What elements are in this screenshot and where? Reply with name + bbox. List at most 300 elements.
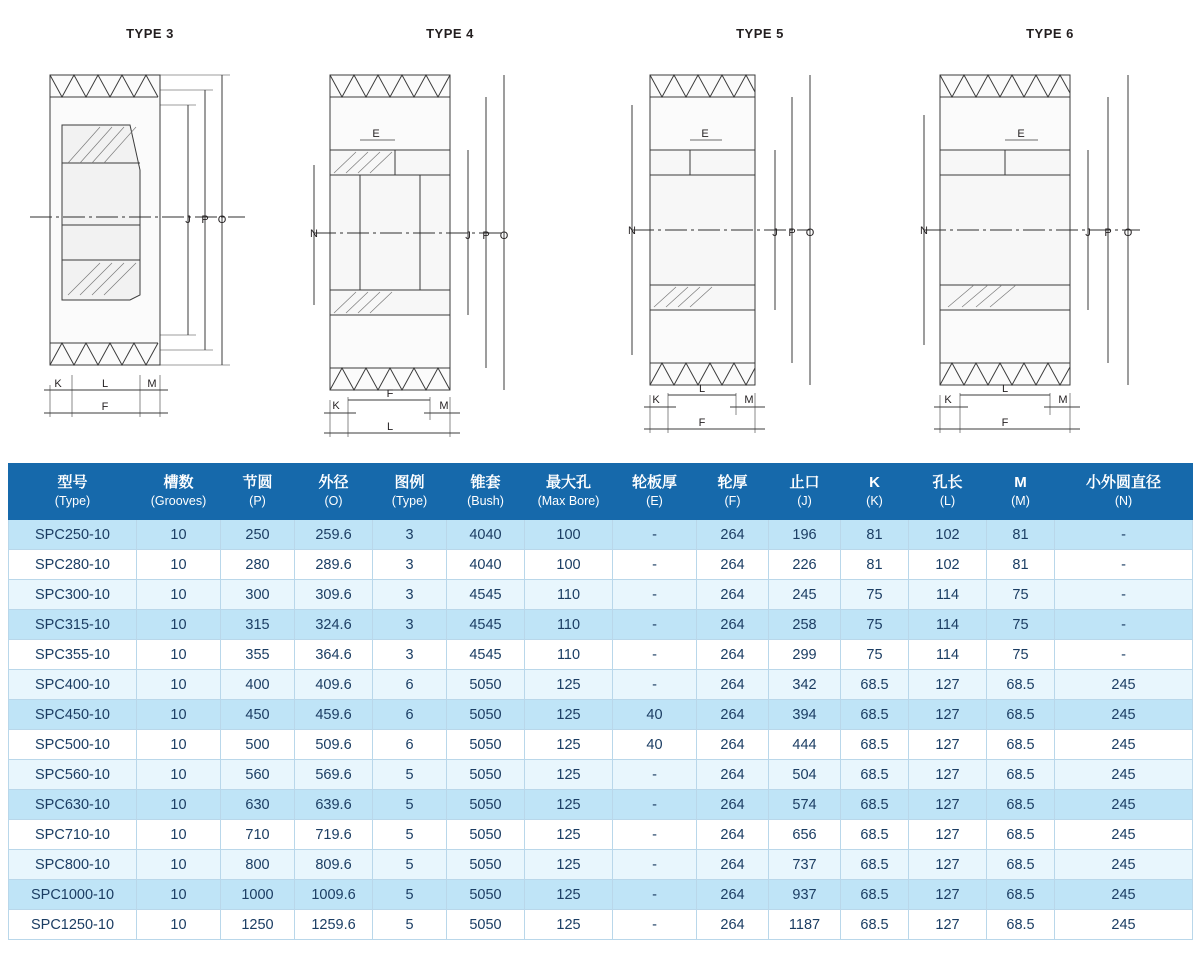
cell-value: 264 <box>697 610 769 640</box>
dimension-label-N: N <box>628 225 636 237</box>
cell-model: SPC355-10 <box>9 640 137 670</box>
column-header-label-cn: 锥套 <box>470 473 501 491</box>
cell-value: 264 <box>697 790 769 820</box>
cell-value: 5 <box>373 910 447 940</box>
cell-value: 68.5 <box>841 670 909 700</box>
cell-model: SPC400-10 <box>9 670 137 700</box>
cell-value: 800 <box>221 850 295 880</box>
cell-value: - <box>613 550 697 580</box>
cell-value: - <box>613 880 697 910</box>
cell-value: 342 <box>769 670 841 700</box>
dimension-label-O: O <box>499 230 509 242</box>
cell-value: 355 <box>221 640 295 670</box>
cell-value: 10 <box>137 640 221 670</box>
cell-value: 264 <box>697 910 769 940</box>
cell-value: - <box>613 640 697 670</box>
cell-value: 3 <box>373 550 447 580</box>
cell-value: 245 <box>1055 790 1193 820</box>
column-header-label-en: (N) <box>1114 494 1133 509</box>
table-row <box>9 760 1193 790</box>
cell-value: 127 <box>909 760 987 790</box>
cell-value: 5 <box>373 880 447 910</box>
column-header-label-cn: 外径 <box>318 473 349 491</box>
cell-value: 125 <box>525 760 613 790</box>
cell-value: 1250 <box>221 910 295 940</box>
cell-value: 100 <box>525 550 613 580</box>
cell-value: 10 <box>137 580 221 610</box>
cell-value: 68.5 <box>987 760 1055 790</box>
cell-value: 5 <box>373 790 447 820</box>
cell-value: 68.5 <box>841 790 909 820</box>
cell-value: 245 <box>1055 910 1193 940</box>
column-header-label-en: (O) <box>324 494 343 509</box>
cell-value: 75 <box>987 640 1055 670</box>
cell-value: 245 <box>1055 850 1193 880</box>
cell-value: 264 <box>697 760 769 790</box>
cell-value: 68.5 <box>987 790 1055 820</box>
dimension-label-O: O <box>805 227 815 239</box>
cell-value: 68.5 <box>841 880 909 910</box>
cell-value: 1259.6 <box>295 910 373 940</box>
cell-value: 127 <box>909 820 987 850</box>
cell-value: - <box>1055 520 1193 550</box>
column-header-10 <box>841 464 909 520</box>
dimension-label-E: E <box>1017 128 1025 140</box>
cell-value: 10 <box>137 760 221 790</box>
cell-value: - <box>1055 580 1193 610</box>
cell-value: 10 <box>137 610 221 640</box>
cell-value: 68.5 <box>987 850 1055 880</box>
cell-value: 75 <box>841 610 909 640</box>
column-header-label-cn: 小外圆直径 <box>1085 473 1161 491</box>
column-header-label-en: (Bush) <box>467 494 504 509</box>
column-header-11 <box>909 464 987 520</box>
diagram-type-4 <box>300 0 600 450</box>
dimension-label-P: P <box>482 230 490 242</box>
cell-value: 10 <box>137 550 221 580</box>
cell-value: 5050 <box>447 790 525 820</box>
column-header-12 <box>987 464 1055 520</box>
dimension-label-L: L <box>1001 383 1009 395</box>
spec-table-body <box>9 520 1193 940</box>
table-row <box>9 520 1193 550</box>
column-header-label-cn: M <box>1014 473 1027 491</box>
cell-value: 264 <box>697 550 769 580</box>
cell-value: - <box>613 580 697 610</box>
cell-model: SPC300-10 <box>9 580 137 610</box>
table-row <box>9 820 1193 850</box>
dimension-label-P: P <box>201 214 209 226</box>
cell-value: 81 <box>987 520 1055 550</box>
cell-model: SPC280-10 <box>9 550 137 580</box>
cell-value: 264 <box>697 700 769 730</box>
cell-value: 1000 <box>221 880 295 910</box>
cell-value: 196 <box>769 520 841 550</box>
cell-value: 400 <box>221 670 295 700</box>
cell-value: 110 <box>525 580 613 610</box>
column-header-label-cn: 图例 <box>394 473 425 491</box>
dimension-label-M: M <box>147 378 157 390</box>
column-header-label-cn: 轮板厚 <box>631 473 677 491</box>
cell-value: 4040 <box>447 520 525 550</box>
cell-value: 5050 <box>447 880 525 910</box>
dimension-label-N: N <box>310 228 318 240</box>
diagram-title: TYPE 4 <box>426 26 474 41</box>
cell-value: 10 <box>137 880 221 910</box>
cell-value: 110 <box>525 610 613 640</box>
table-row <box>9 700 1193 730</box>
cell-value: 102 <box>909 550 987 580</box>
cell-value: 5050 <box>447 670 525 700</box>
spec-table-head <box>9 464 1193 520</box>
table-row <box>9 610 1193 640</box>
column-header-5 <box>447 464 525 520</box>
cell-value: 5 <box>373 850 447 880</box>
dimension-label-F: F <box>1001 417 1009 429</box>
cell-value: 258 <box>769 610 841 640</box>
cell-model: SPC250-10 <box>9 520 137 550</box>
cell-value: 114 <box>909 610 987 640</box>
cell-value: 3 <box>373 580 447 610</box>
pulley-drawing-type-3 <box>0 45 300 445</box>
column-header-label-en: (P) <box>249 494 266 509</box>
cell-value: 68.5 <box>841 910 909 940</box>
cell-value: 245 <box>1055 880 1193 910</box>
dimension-label-J: J <box>185 214 191 226</box>
pulley-drawing-type-4 <box>300 45 600 445</box>
dimension-label-E: E <box>372 128 380 140</box>
cell-value: 1187 <box>769 910 841 940</box>
cell-value: 81 <box>841 520 909 550</box>
dimension-label-J: J <box>772 227 778 239</box>
table-row <box>9 910 1193 940</box>
cell-value: - <box>613 760 697 790</box>
column-header-label-en: (M) <box>1011 494 1030 509</box>
cell-value: 127 <box>909 730 987 760</box>
cell-value: 75 <box>841 580 909 610</box>
cell-value: 289.6 <box>295 550 373 580</box>
dimension-label-J: J <box>465 230 471 242</box>
cell-model: SPC1000-10 <box>9 880 137 910</box>
column-header-2 <box>221 464 295 520</box>
cell-value: 315 <box>221 610 295 640</box>
dimension-label-K: K <box>332 400 340 412</box>
cell-value: 245 <box>1055 670 1193 700</box>
column-header-label-cn: 最大孔 <box>545 473 591 491</box>
dimension-label-O: O <box>217 214 227 226</box>
column-header-1 <box>137 464 221 520</box>
cell-value: 264 <box>697 580 769 610</box>
cell-value: 264 <box>697 670 769 700</box>
cell-value: 5050 <box>447 760 525 790</box>
cell-value: 737 <box>769 850 841 880</box>
cell-value: 68.5 <box>841 820 909 850</box>
cell-value: 68.5 <box>841 760 909 790</box>
dimension-label-K: K <box>652 394 660 406</box>
cell-value: 125 <box>525 910 613 940</box>
cell-value: 309.6 <box>295 580 373 610</box>
cell-value: 299 <box>769 640 841 670</box>
diagram-type-3 <box>0 0 300 450</box>
cell-model: SPC450-10 <box>9 700 137 730</box>
cell-model: SPC630-10 <box>9 790 137 820</box>
diagram-type-6 <box>900 0 1200 450</box>
cell-value: - <box>1055 550 1193 580</box>
dimension-label-N: N <box>920 225 928 237</box>
cell-value: - <box>613 790 697 820</box>
dimension-label-L: L <box>698 383 706 395</box>
cell-value: 5050 <box>447 910 525 940</box>
cell-value: 10 <box>137 730 221 760</box>
cell-value: 264 <box>697 730 769 760</box>
cell-value: 81 <box>841 550 909 580</box>
dimension-label-M: M <box>439 400 449 412</box>
cell-value: 630 <box>221 790 295 820</box>
dimension-label-E: E <box>701 128 709 140</box>
column-header-label-cn: 孔长 <box>932 473 963 491</box>
cell-value: 127 <box>909 790 987 820</box>
cell-value: 4040 <box>447 550 525 580</box>
cell-value: 280 <box>221 550 295 580</box>
cell-value: 127 <box>909 670 987 700</box>
column-header-label-cn: 轮厚 <box>717 473 748 491</box>
header-row <box>9 464 1193 520</box>
diagram-type-5 <box>610 0 910 450</box>
cell-value: 68.5 <box>987 880 1055 910</box>
column-header-label-cn: 槽数 <box>163 473 194 491</box>
column-header-label-en: (E) <box>646 494 663 509</box>
table-row <box>9 640 1193 670</box>
cell-value: 504 <box>769 760 841 790</box>
cell-value: 127 <box>909 700 987 730</box>
cell-value: 40 <box>613 700 697 730</box>
dimension-label-M: M <box>744 394 754 406</box>
column-header-label-en: (Max Bore) <box>537 494 600 509</box>
diagram-title: TYPE 6 <box>1026 26 1074 41</box>
cell-value: 81 <box>987 550 1055 580</box>
cell-model: SPC500-10 <box>9 730 137 760</box>
spec-table <box>8 463 1193 940</box>
cell-value: 68.5 <box>987 700 1055 730</box>
cell-value: 574 <box>769 790 841 820</box>
column-header-label-cn: 止口 <box>789 473 820 491</box>
cell-value: 5050 <box>447 820 525 850</box>
pulley-drawing-type-5 <box>610 45 910 445</box>
cell-value: 264 <box>697 880 769 910</box>
column-header-label-en: (Grooves) <box>150 494 207 509</box>
cell-value: 569.6 <box>295 760 373 790</box>
column-header-13 <box>1055 464 1193 520</box>
dimension-label-F: F <box>698 417 706 429</box>
cell-value: 450 <box>221 700 295 730</box>
cell-value: 110 <box>525 640 613 670</box>
cell-value: 125 <box>525 820 613 850</box>
cell-value: 68.5 <box>987 820 1055 850</box>
cell-value: 4545 <box>447 580 525 610</box>
cell-value: 1009.6 <box>295 880 373 910</box>
column-header-9 <box>769 464 841 520</box>
cell-value: 3 <box>373 610 447 640</box>
cell-value: 264 <box>697 850 769 880</box>
cell-value: 226 <box>769 550 841 580</box>
cell-value: 509.6 <box>295 730 373 760</box>
cell-value: 68.5 <box>987 730 1055 760</box>
dimension-label-F: F <box>386 388 394 400</box>
table-row <box>9 880 1193 910</box>
table-row <box>9 580 1193 610</box>
pulley-drawing-type-6 <box>900 45 1200 445</box>
cell-value: 10 <box>137 520 221 550</box>
dimension-label-L: L <box>101 378 109 390</box>
dimension-label-L: L <box>386 421 394 433</box>
cell-value: 75 <box>841 640 909 670</box>
cell-value: 6 <box>373 730 447 760</box>
cell-model: SPC710-10 <box>9 820 137 850</box>
cell-value: 245 <box>1055 760 1193 790</box>
cell-value: 394 <box>769 700 841 730</box>
cell-value: 245 <box>1055 700 1193 730</box>
cell-value: 114 <box>909 580 987 610</box>
cell-value: 127 <box>909 880 987 910</box>
cell-model: SPC315-10 <box>9 610 137 640</box>
cell-value: 75 <box>987 580 1055 610</box>
cell-value: 264 <box>697 820 769 850</box>
cell-value: 250 <box>221 520 295 550</box>
cell-value: 639.6 <box>295 790 373 820</box>
cell-value: - <box>613 850 697 880</box>
cell-value: 324.6 <box>295 610 373 640</box>
cell-value: 4545 <box>447 640 525 670</box>
cell-value: 40 <box>613 730 697 760</box>
column-header-3 <box>295 464 373 520</box>
dimension-label-M: M <box>1058 394 1068 406</box>
cell-value: 125 <box>525 790 613 820</box>
column-header-0 <box>9 464 137 520</box>
cell-value: 6 <box>373 670 447 700</box>
table-row <box>9 730 1193 760</box>
cell-value: 10 <box>137 790 221 820</box>
cell-model: SPC1250-10 <box>9 910 137 940</box>
cell-value: 259.6 <box>295 520 373 550</box>
cell-value: 68.5 <box>987 910 1055 940</box>
column-header-7 <box>613 464 697 520</box>
cell-value: 710 <box>221 820 295 850</box>
dimension-label-K: K <box>54 378 62 390</box>
cell-value: 364.6 <box>295 640 373 670</box>
cell-value: 100 <box>525 520 613 550</box>
dimension-label-F: F <box>101 401 109 413</box>
cell-value: 719.6 <box>295 820 373 850</box>
cell-value: 68.5 <box>987 670 1055 700</box>
cell-value: 102 <box>909 520 987 550</box>
cell-value: 5050 <box>447 700 525 730</box>
cell-value: 264 <box>697 640 769 670</box>
diagram-row <box>0 0 1200 455</box>
diagram-title: TYPE 3 <box>126 26 174 41</box>
cell-value: 809.6 <box>295 850 373 880</box>
cell-value: 3 <box>373 640 447 670</box>
dimension-label-P: P <box>788 227 796 239</box>
cell-value: 264 <box>697 520 769 550</box>
column-header-label-cn: K <box>869 473 880 491</box>
cell-value: 10 <box>137 910 221 940</box>
cell-value: 125 <box>525 880 613 910</box>
column-header-6 <box>525 464 613 520</box>
table-row <box>9 670 1193 700</box>
column-header-label-cn: 节圆 <box>242 473 273 491</box>
dimension-label-J: J <box>1085 227 1091 239</box>
column-header-label-en: (L) <box>939 494 956 509</box>
cell-value: 125 <box>525 670 613 700</box>
cell-value: 937 <box>769 880 841 910</box>
column-header-label-cn: 型号 <box>57 473 88 491</box>
table-row <box>9 850 1193 880</box>
cell-model: SPC800-10 <box>9 850 137 880</box>
column-header-label-en: (F) <box>724 494 741 509</box>
cell-value: 5 <box>373 760 447 790</box>
cell-value: 300 <box>221 580 295 610</box>
cell-value: 10 <box>137 700 221 730</box>
cell-value: - <box>613 670 697 700</box>
cell-value: 245 <box>1055 730 1193 760</box>
cell-value: 68.5 <box>841 850 909 880</box>
cell-value: 3 <box>373 520 447 550</box>
cell-value: - <box>613 610 697 640</box>
cell-value: 444 <box>769 730 841 760</box>
dimension-label-O: O <box>1123 227 1133 239</box>
cell-value: 127 <box>909 850 987 880</box>
cell-value: 5050 <box>447 730 525 760</box>
column-header-8 <box>697 464 769 520</box>
cell-value: 125 <box>525 730 613 760</box>
table-row <box>9 790 1193 820</box>
cell-value: 10 <box>137 670 221 700</box>
dimension-label-K: K <box>944 394 952 406</box>
dimension-label-P: P <box>1104 227 1112 239</box>
column-header-4 <box>373 464 447 520</box>
cell-value: - <box>1055 610 1193 640</box>
cell-value: 500 <box>221 730 295 760</box>
cell-model: SPC560-10 <box>9 760 137 790</box>
cell-value: 10 <box>137 820 221 850</box>
cell-value: 5050 <box>447 850 525 880</box>
diagram-title: TYPE 5 <box>736 26 784 41</box>
cell-value: 10 <box>137 850 221 880</box>
cell-value: 125 <box>525 700 613 730</box>
cell-value: 409.6 <box>295 670 373 700</box>
cell-value: 68.5 <box>841 700 909 730</box>
column-header-label-en: (Type) <box>54 494 91 509</box>
cell-value: 68.5 <box>841 730 909 760</box>
cell-value: - <box>613 520 697 550</box>
cell-value: - <box>1055 640 1193 670</box>
column-header-label-en: (J) <box>797 494 812 509</box>
cell-value: 75 <box>987 610 1055 640</box>
cell-value: - <box>613 820 697 850</box>
table-row <box>9 550 1193 580</box>
cell-value: 6 <box>373 700 447 730</box>
cell-value: 127 <box>909 910 987 940</box>
cell-value: 245 <box>769 580 841 610</box>
column-header-label-en: (K) <box>866 494 883 509</box>
cell-value: 656 <box>769 820 841 850</box>
cell-value: 4545 <box>447 610 525 640</box>
cell-value: 114 <box>909 640 987 670</box>
cell-value: 245 <box>1055 820 1193 850</box>
spec-table-wrapper <box>8 463 1192 940</box>
cell-value: - <box>613 910 697 940</box>
cell-value: 5 <box>373 820 447 850</box>
